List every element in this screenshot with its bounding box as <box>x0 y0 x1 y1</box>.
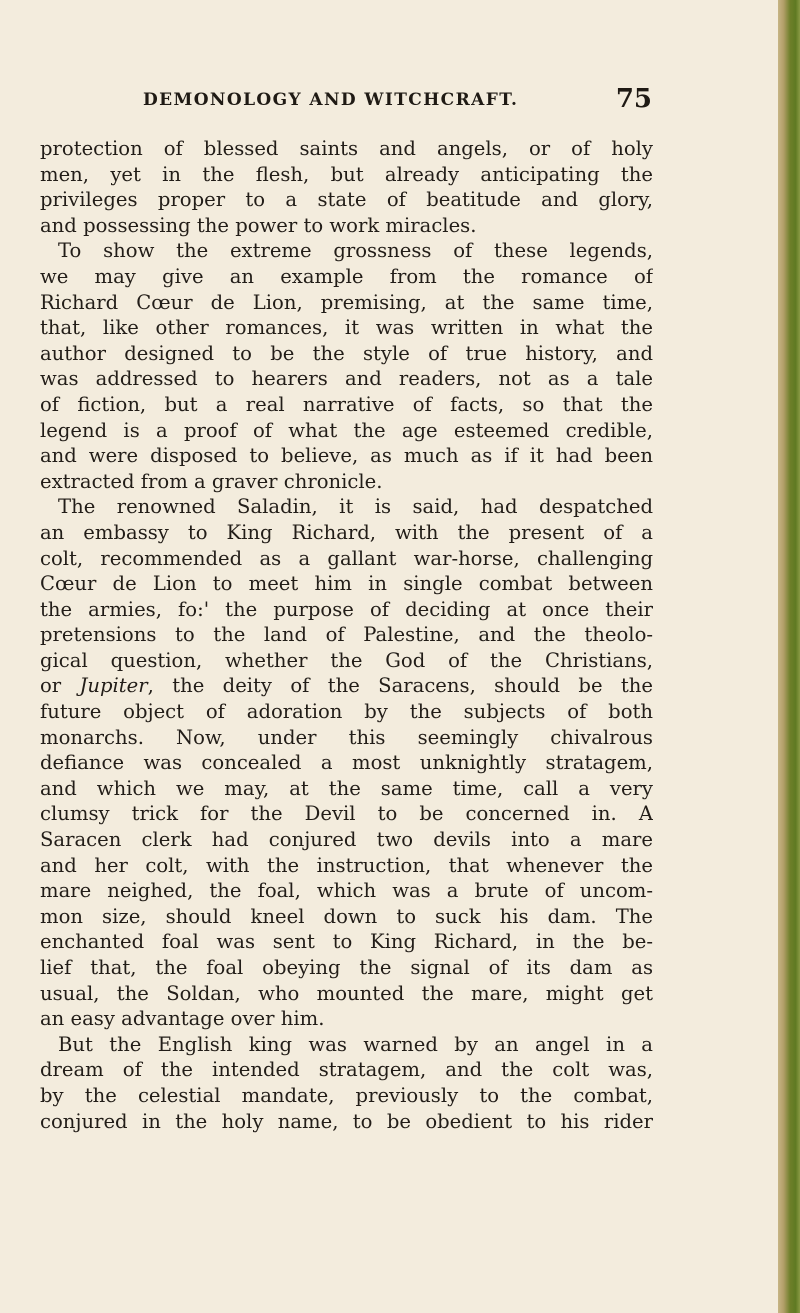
text-line: Saracen clerk had conjured two devils into a mare <box>40 828 653 852</box>
text-line: extracted from a graver chronicle. <box>40 469 383 493</box>
book-edge <box>778 0 800 1313</box>
text-line: usual, the Soldan, who mounted the mare, might get <box>40 981 653 1005</box>
text-line: or Jupiter, the deity of the Saracens, should be the <box>40 674 653 698</box>
text-line: and were disposed to believe, as much as if it had been <box>40 444 653 468</box>
text-line: we may give an example from the romance of <box>40 264 653 288</box>
text-line: defiance was concealed a most unknightly stratagem, <box>40 751 653 775</box>
text-line: protection of blessed saints and angels, or of holy <box>40 137 653 160</box>
text-line: mon size, should kneel down to suck his dam. The <box>40 904 653 928</box>
text-line: of fiction, but a real narrative of facts, so that the <box>40 392 653 416</box>
text-line: the armies, fo:' the purpose of deciding at once their <box>40 597 653 621</box>
text-line: enchanted foal was sent to King Richard, in the be- <box>40 930 653 954</box>
text-line: But the English king was warned by an angel in a <box>58 1032 653 1056</box>
text-line: monarchs. Now, under this seemingly chivalrous <box>40 725 653 749</box>
text-line: men, yet in the flesh, but already anticipating the <box>40 162 653 186</box>
text-line: gical question, whether the God of the Christians, <box>40 648 653 672</box>
text-line: was addressed to hearers and readers, not as a tale <box>40 367 653 391</box>
running-title: DEMONOLOGY AND WITCHCRAFT. <box>143 90 519 110</box>
text-line: clumsy trick for the Devil to be concerned in. A <box>40 802 653 826</box>
text-line: Cœur de Lion to meet him in single combat between <box>40 572 653 596</box>
text-line: and possessing the power to work miracles. <box>40 213 477 237</box>
text-line: legend is a proof of what the age esteemed credible, <box>40 418 653 442</box>
text-line: mare neighed, the foal, which was a brute of uncom- <box>40 879 653 903</box>
text-line: an embassy to King Richard, with the present of a <box>40 520 653 544</box>
text-line: lief that, the foal obeying the signal of its dam as <box>40 956 653 979</box>
text-line: The renowned Saladin, it is said, had despatched <box>58 495 653 519</box>
text-line: an easy advantage over him. <box>40 1007 325 1031</box>
text-line: dream of the intended stratagem, and the colt was, <box>40 1058 653 1082</box>
text-line: privileges proper to a state of beatitude and glory, <box>40 188 653 212</box>
text-line: colt, recommended as a gallant war-horse, challenging <box>40 546 653 570</box>
text-line: Richard Cœur de Lion, premising, at the same time, <box>40 290 653 314</box>
text-line: and which we may, at the same time, call a very <box>40 776 653 800</box>
text-line: pretensions to the land of Palestine, and the theolo- <box>40 623 653 647</box>
body-text <box>40 136 653 1134</box>
text-line: conjured in the holy name, to be obedient to his rider <box>40 1109 653 1133</box>
text-line: author designed to be the style of true history, and <box>40 341 653 365</box>
text-line: by the celestial mandate, previously to the combat, <box>40 1083 653 1107</box>
page-number: 75 <box>615 84 652 114</box>
text-line: and her colt, with the instruction, that whenever the <box>40 853 653 877</box>
text-line: To show the extreme grossness of these legends, <box>58 239 653 263</box>
page-header <box>40 84 652 118</box>
text-line: future object of adoration by the subjects of both <box>40 700 653 724</box>
text-line: that, like other romances, it was written in what the <box>40 316 653 340</box>
